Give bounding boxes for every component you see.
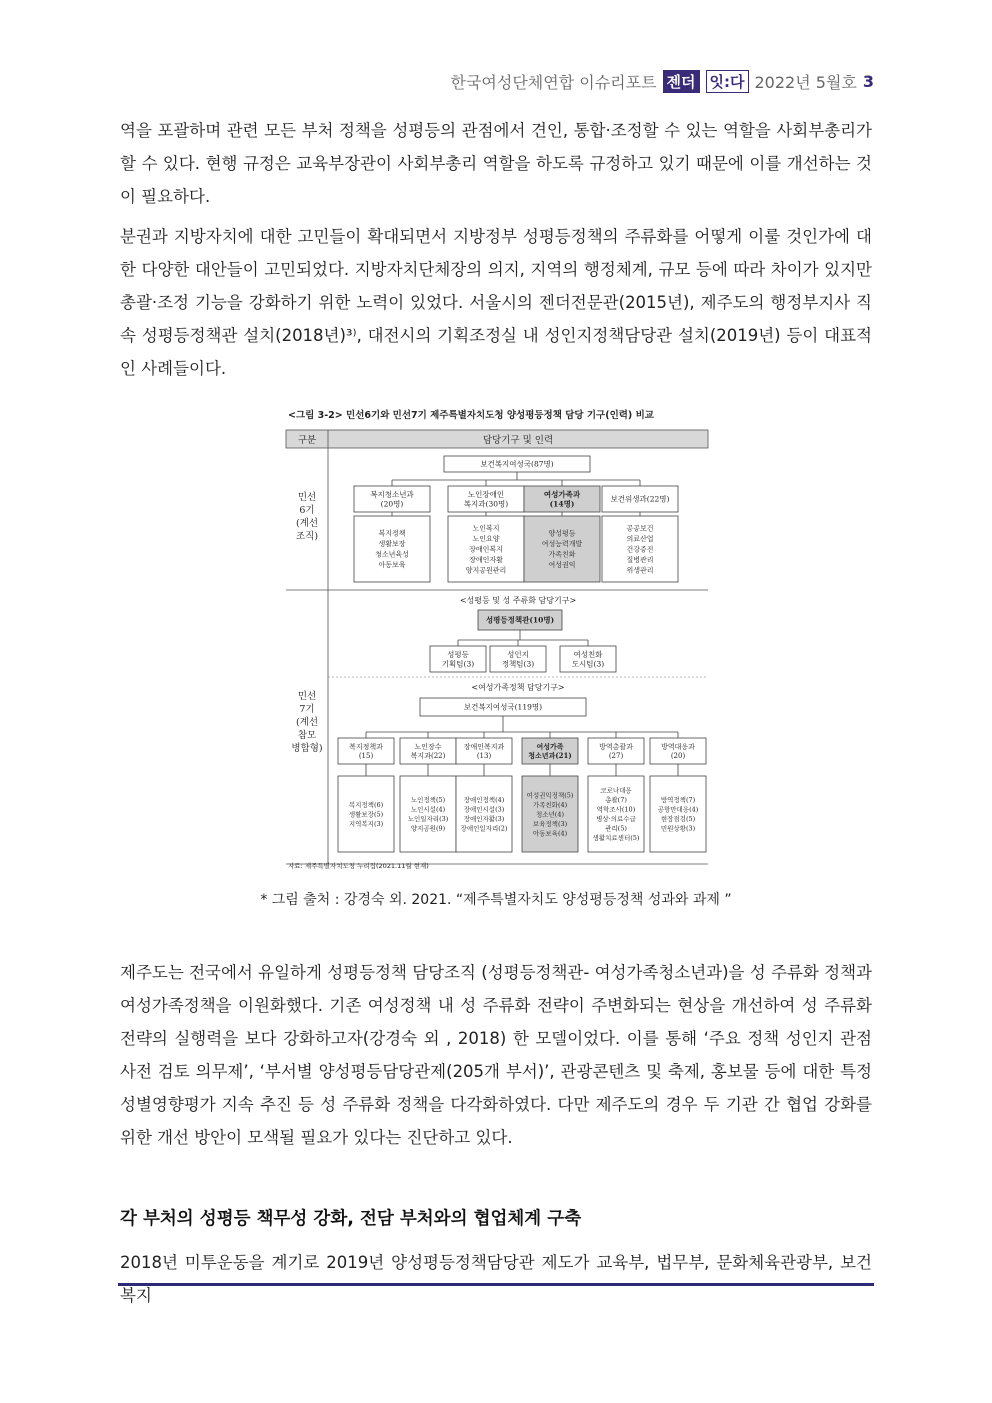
era7-task-text: 아동보육(4) [532, 829, 568, 838]
era7-task-text: 노인일자리(3) [407, 815, 449, 824]
era7-task-text: 여성권익정책(5) [526, 791, 574, 800]
gm-team-text: 성인지 [507, 649, 529, 659]
era7-dept-text: 청소년과(21) [528, 750, 572, 760]
era7-dept-text: 복지정책과 [349, 742, 383, 751]
era7-task-text: 청소년(4) [535, 810, 565, 819]
era6-task-text: 아동보육 [378, 561, 406, 570]
era6-task-text: 여성권익 [548, 561, 576, 570]
era6-top-text: 보건복지여성국(87명) [480, 459, 554, 469]
era7-dept-text: 여성가족 [536, 741, 564, 751]
era6-task-text: 장애인자활 [469, 555, 503, 564]
era7-task-text: 장애인자활(3) [463, 815, 505, 824]
paragraph-1: 역을 포괄하며 관련 모든 부처 정책을 성평등의 관점에서 견인, 통합·조정할 수 있는 역할을 사회부총리가 할 수 있다. 현행 규정은 교육부장관이 사회부총리 역할을 하도록 규정하고 있기 때문에 이를 개선하는 것이 필요하다. [120, 121, 872, 206]
section-heading: 각 부처의 성평등 책무성 강화, 전담 부처와의 협업체계 구축 [120, 1209, 582, 1229]
last-line: 2018년 미투운동을 계기로 2019년 양성평등정책담당관 제도가 교육부, 법무부, 문화체육관광부, 보건복지 [120, 1253, 872, 1305]
era6-task-text: 노인복지 [472, 524, 500, 533]
era7-dept-text: 방역대응과 [661, 742, 695, 751]
era7-task-text: 관리(5) [605, 824, 627, 833]
era6-label [296, 491, 318, 542]
brand-logo: 젠더 [663, 70, 700, 93]
era6-label-line: (계선 [295, 518, 319, 529]
gm-team-text: 성평등 [447, 649, 469, 659]
era6-task-text: 의료산업 [626, 534, 654, 543]
col-header-category: 구분 [297, 435, 317, 446]
era6-task-text: 양지공원관리 [465, 566, 507, 575]
era6-dept-text: 복지과(30명) [463, 499, 509, 509]
era7-task-text: 장애인정책(4) [463, 796, 505, 805]
era7-label-line: 참모 [297, 730, 317, 741]
era7-dept-text: 노인장수 [414, 742, 442, 751]
page-header [451, 70, 874, 93]
era7-task-text: 민원상황(3) [660, 824, 696, 833]
gm-team-text: 여성친화 [573, 649, 603, 659]
era6-task-text: 양성평등 [548, 529, 576, 538]
gm-team-text: 정책팀(3) [501, 659, 535, 669]
era6-task-text: 가족친화 [548, 550, 576, 559]
era7-task-text: 생활보장(5) [348, 810, 384, 819]
era6-dept-text: 복지청소년과 [370, 489, 414, 499]
era6-dept-text: 보건위생과(22명) [610, 494, 670, 504]
era7-section-label: <여성가족정책 담당기구> [471, 683, 565, 692]
paragraph-2: 분권과 지방자치에 대한 고민들이 확대되면서 지방정부 성평등정책의 주류화를 어떻게 이룰 것인가에 대한 다양한 대안들이 고민되었다. 지방자치단체장의 의지, 지역의 행정체계, 규모 등에 따라 차이가 있지만 총괄·조정 기능을 강화하기 위한 노력이 있었다. 서울시의 젠더전문관(2015년), 제주도의 행정부지사 직속 성평등정책관 설치(2018년)³⁾, 대전시의 기획조정실 내 성인지정책담당관 설치(2019년) 등이 대표적인 사례들이다. [120, 227, 872, 378]
era7-task-text: 장애인시설(3) [463, 805, 505, 814]
era6-task-text: 질병관리 [626, 555, 654, 564]
era7-task-text: 가족친화(4) [532, 800, 568, 809]
era7-dept-text: (15) [358, 751, 374, 760]
era7-task-text: 노인정책(5) [410, 796, 446, 805]
era6-task-text: 위생관리 [626, 566, 654, 575]
publisher-name: 한국여성단체연합 이슈리포트 [450, 73, 657, 92]
era7-dept-text: (27) [608, 751, 624, 760]
era7-task-text: 공항만대응(4) [657, 805, 699, 814]
era6-label-line: 조직) [295, 531, 319, 542]
era6-task-text: 공공보건 [626, 524, 654, 533]
era6-dept-text: 노인장애인 [467, 489, 505, 499]
era7-task-text: 코로나대응 [600, 786, 632, 795]
era7-label-line: 민선 [297, 691, 317, 702]
era7-task-text: 복지정책(6) [348, 800, 384, 809]
brand-logo-suffix: 잇:다 [706, 70, 749, 93]
era7-task-text: 병상·의료수급 [596, 815, 636, 824]
era7-task-box [650, 776, 706, 852]
paragraph-3: 제주도는 전국에서 유일하게 성평등정책 담당조직 (성평등정책관- 여성가족청소년과)을 성 주류화 정책과 여성가족정책을 이원화했다. 기존 여성정책 내 성 주류화 전략이 주변화되는 현상을 개선하여 성 주류화 전략의 실행력을 보다 강화하고자(강경숙 외 , 2018) 한 모델이었다. 이를 통해 ‘주요 정책 성인지 관점 사전 검토 의무제’, ‘부서별 양성평등담당관제(205개 부서)’, 관광콘텐츠 및 축제, 홍보물 등에 대한 특정성별영향평가 지속 추진 등 성 주류화 정책을 다각화하였다. 다만 제주도의 경우 두 기관 간 협업 강화를 위한 개선 방안이 모색될 필요가 있다는 진단하고 있다. [120, 963, 872, 1147]
gm-team-text: 도시팀(3) [571, 659, 605, 669]
gm-section-label: <성평등 및 성 주류화 담당기구> [459, 596, 577, 605]
org-chart-figure [284, 402, 712, 872]
era7-task-text: 양지공원(9) [410, 824, 446, 833]
era7-task-box [400, 776, 456, 852]
era6-task-text: 장애인복지 [469, 545, 503, 554]
era6-task-text: 노인요양 [472, 534, 500, 543]
era6-task-text: 생활보장 [378, 540, 406, 549]
bottom-divider [118, 1283, 874, 1286]
era6-task-box [354, 516, 430, 582]
gm-team-text: 기획팀(3) [441, 659, 475, 669]
era7-task-text: 보육정책(3) [532, 819, 568, 828]
era6-label-line: 민선 [297, 492, 317, 503]
col-header-org: 담당기구 및 인력 [482, 435, 554, 446]
era7-label-line: (계선 [295, 717, 319, 728]
era7-label-line: 병합형) [291, 743, 323, 754]
era6-dept-text: (20명) [380, 499, 404, 509]
era7-task-text: 총괄(7) [605, 796, 627, 805]
era7-label [291, 690, 322, 754]
era6-task-text: 여성능력개발 [541, 540, 583, 549]
era7-task-text: 지역복지(3) [348, 819, 384, 828]
era7-dept-text: (13) [476, 751, 492, 760]
figure-caption: * 그림 출처 : 강경숙 외. 2021. “제주특별자치도 양성평등정책 성과와 과제 ” [260, 892, 732, 908]
era6-task-text: 건강증진 [626, 545, 654, 554]
era7-dept-text: 복지과(22) [410, 751, 446, 760]
era7-top-text: 보건복지여성국(119명) [463, 702, 543, 712]
issue-date: 2022년 5월호 [754, 73, 857, 92]
era7-task-text: 장애인일자리(2) [460, 824, 508, 833]
era6-task-box [524, 516, 600, 582]
page-number: 3 [862, 72, 874, 91]
era7-task-box [456, 776, 512, 852]
era6-dept-text: 여성가족과 [543, 489, 581, 499]
gm-top-text: 성평등정책관(10명) [485, 615, 555, 625]
era7-dept-text: 방역총괄과 [599, 742, 633, 751]
era6-task-text: 청소년육성 [375, 550, 409, 559]
era6-dept-text: (14명) [549, 499, 575, 509]
era7-task-text: 노인시설(4) [410, 805, 446, 814]
era6-task-text: 복지정책 [378, 529, 406, 538]
era7-dept-text: (20) [670, 751, 686, 760]
figure-source: 자료: 제주특별자치도청 누리집(2021.11월 현재) [288, 862, 429, 870]
era7-task-text: 방역정책(7) [660, 796, 696, 805]
figure-title: <그림 3-2> 민선6기와 민선7기 제주특별자치도청 양성평등정책 담당 기구(인력) 비교 [288, 410, 654, 421]
era7-label-line: 7기 [299, 704, 315, 715]
era7-task-text: 현장점검(5) [660, 815, 696, 824]
era6-label-line: 6기 [299, 505, 315, 516]
era7-task-text: 역학조사(10) [596, 805, 636, 814]
era7-task-text: 생활치료센터(5) [592, 834, 640, 843]
era7-dept-text: 장애인복지과 [463, 742, 505, 751]
